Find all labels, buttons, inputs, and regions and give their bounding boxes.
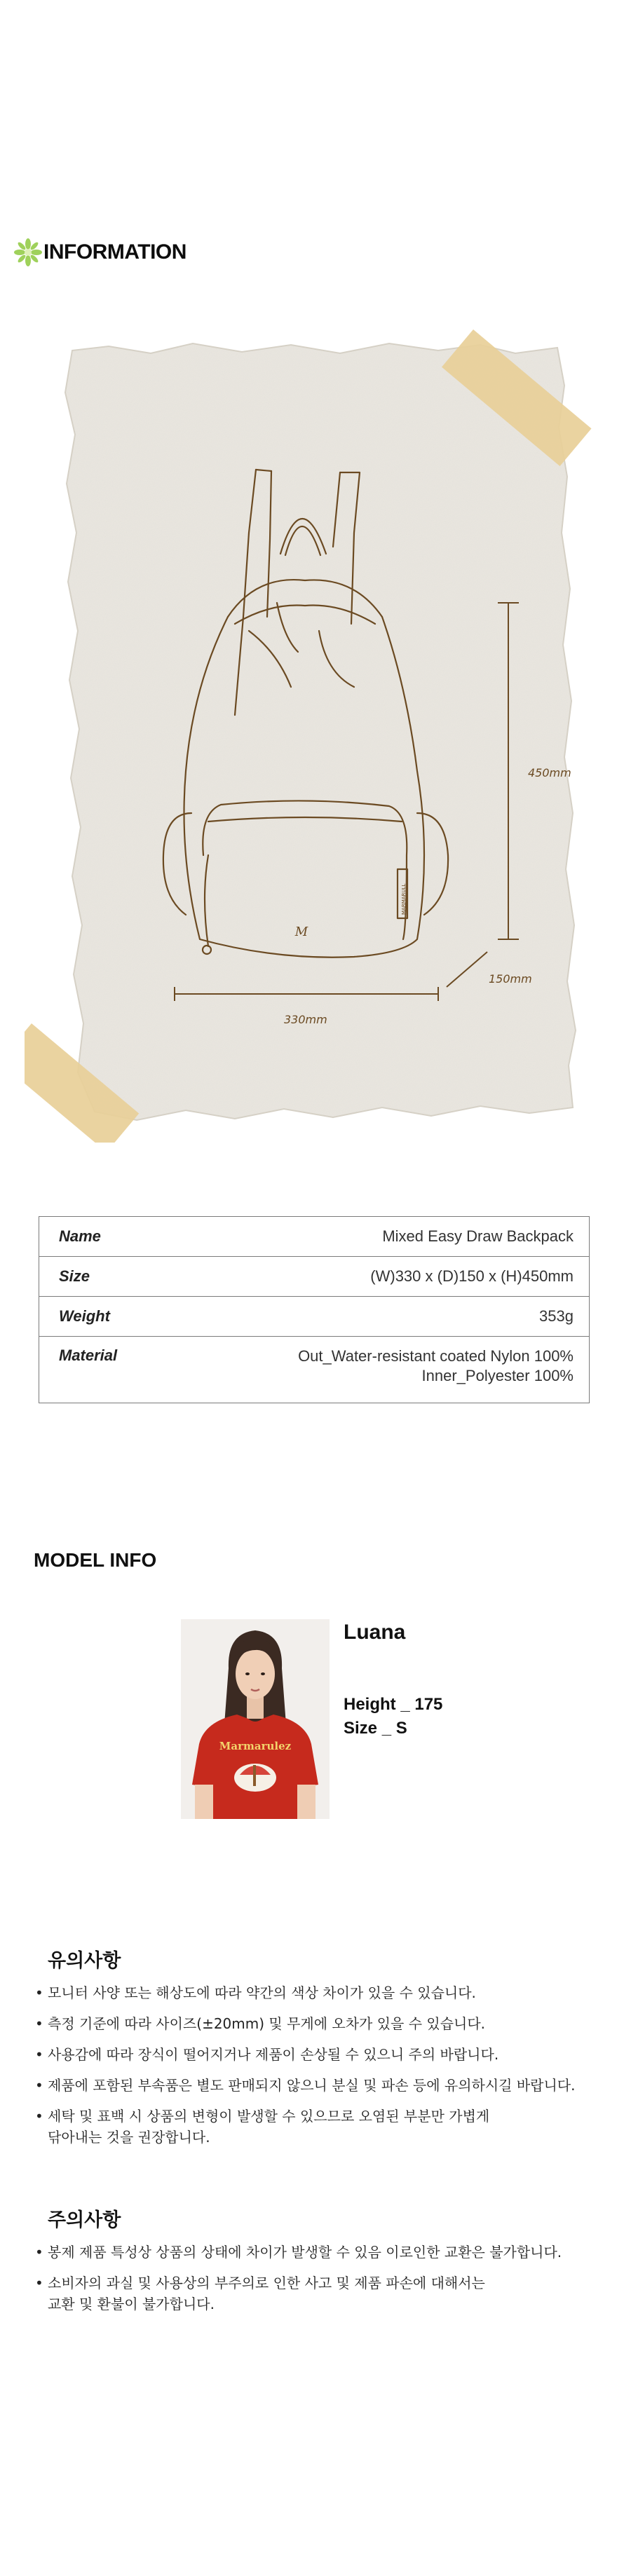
- spec-label: Weight: [39, 1297, 201, 1337]
- spec-value: [201, 1337, 590, 1403]
- side-label-text: MARMARULL: [401, 883, 407, 915]
- information-title: INFORMATION: [43, 240, 186, 264]
- notice-title-warning: 주의사항: [48, 2209, 121, 2231]
- notice-item: • 봉제 제품 특성상 상품의 상태에 차이가 발생할 수 있음 이로인한 교환은 불가합니다.: [35, 2242, 603, 2263]
- spec-row-size: [39, 1257, 590, 1297]
- shirt-print-text: Marmarulez: [219, 1740, 292, 1752]
- notice-item: [35, 2106, 603, 2148]
- spec-label: Size: [39, 1257, 201, 1297]
- notice-item-line: 소비자의 과실 및 사용상의 부주의로 인한 사고 및 제품 파손에 대해서는: [48, 2275, 485, 2291]
- spec-label: Material: [39, 1337, 201, 1403]
- width-dimension: 330mm: [284, 1013, 327, 1026]
- model-name: Luana: [344, 1621, 406, 1644]
- model-info-title: MODEL INFO: [34, 1549, 157, 1571]
- backpack-illustration: [25, 322, 606, 1143]
- notice-title-caution: 유의사항: [48, 1950, 121, 1972]
- notice-item-line: 닦아내는 것을 권장합니다.: [48, 2129, 210, 2146]
- svg-text:M: M: [294, 925, 308, 939]
- spec-row-weight: [39, 1297, 590, 1337]
- depth-dimension: 150mm: [489, 972, 532, 986]
- model-size: Size _ S: [344, 1719, 407, 1738]
- spec-table: [39, 1216, 590, 1403]
- sparkle-icon: [14, 238, 42, 266]
- notice-item: [35, 2272, 603, 2315]
- notice-list-caution: [35, 1982, 603, 2158]
- material-line: Out_Water-resistant coated Nylon 100%: [298, 1347, 574, 1365]
- spec-row-name: [39, 1217, 590, 1257]
- notice-item: • 제품에 포함된 부속품은 별도 판매되지 않으니 분실 및 파손 등에 유의하시길 바랍니다.: [35, 2075, 603, 2096]
- height-dimension: 450mm: [528, 766, 571, 779]
- material-line: Inner_Polyester 100%: [421, 1367, 574, 1384]
- spec-value: (W)330 x (D)150 x (H)450mm: [201, 1257, 590, 1297]
- information-header: [14, 238, 186, 266]
- notice-item: • 모니터 사양 또는 해상도에 따라 약간의 색상 차이가 있을 수 있습니다.: [35, 1982, 603, 2003]
- notice-item-line: 세탁 및 표백 시 상품의 변형이 발생할 수 있으므로 오염된 부분만 가볍게: [48, 2108, 490, 2125]
- notice-item: • 사용감에 따라 장식이 떨어지거나 제품이 손상될 수 있으니 주의 바랍니다.: [35, 2044, 603, 2065]
- spec-value: 353g: [201, 1297, 590, 1337]
- notice-item-line: 교환 및 환불이 불가합니다.: [48, 2296, 215, 2312]
- notice-item: • 측정 기준에 따라 사이즈(±20mm) 및 무게에 오차가 있을 수 있습니다.: [35, 2013, 603, 2034]
- model-height: Height _ 175: [344, 1695, 443, 1714]
- spec-label: Name: [59, 1227, 101, 1245]
- spec-value: Mixed Easy Draw Backpack: [382, 1227, 574, 1245]
- notice-list-warning: [35, 2242, 603, 2324]
- model-photo: [181, 1619, 330, 1819]
- spec-row-material: [39, 1337, 590, 1403]
